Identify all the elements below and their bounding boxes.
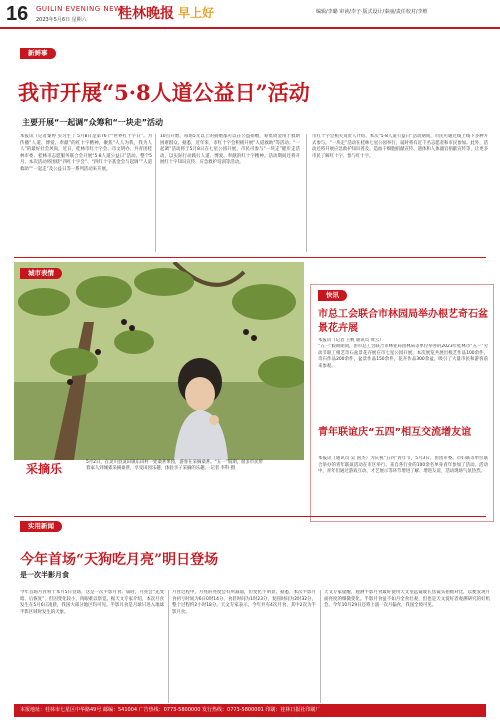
section-rule bbox=[14, 257, 486, 258]
lead-column-1: 本报讯（记者秦婷 实习生 ）5月8日是第76个“世界红十字日”。为传播“人道、博爱、奉献”的红十字精神，聚焦“人人为我，我为人人”的最好社会风尚，近日，桂林市红十字会、市文明办、共青团桂林市委、桂林市志愿服务联合会开展“5·8人道公益日”活动。整个5月，本次活动将围绕“四红十字会”、“四红十字基金会与起调”“人道救助”“一起走”及公益日等一系列活动来开展。 bbox=[20, 134, 152, 172]
masthead-logo: 桂林晚报 bbox=[118, 6, 174, 22]
section-tag-new: 新鲜事 bbox=[20, 48, 56, 59]
section-tag-quick: 快讯 bbox=[318, 290, 347, 301]
column-divider bbox=[320, 590, 321, 703]
editors-line: 编辑/李璐 审读/李子·版式设计/秦丽/责任校对/李维 bbox=[316, 9, 428, 15]
section-name: 早上好 bbox=[178, 6, 215, 20]
header-rule bbox=[0, 27, 500, 29]
quick-news-headline-2: 青年联谊庆“五四”相互交流增友谊 bbox=[318, 427, 472, 438]
lead-subheadline: 主要开展“一起调”众筹和“一块走”活动 bbox=[22, 118, 164, 127]
lower-column-3: 天文专家提醒，观测半影月食最好使用天文望远镜或长焦镜头拍摄对比，以便发现月面亮度的细微变化。半影月食虽不如月全食壮观，但也是天文爱好者观测研究的好机会。今年10月29日还将上演一次月偏食，我国全境可见。 bbox=[324, 590, 490, 609]
section-tag-practical: 实用新闻 bbox=[20, 521, 62, 532]
lead-column-2: 10点开始，每场5元以上的捐赠都可以在公益捐赠，筹集资金用于救助困难群众。据悉，近年来，市红十字会积极开展“人道救助”等活动。“一起调”活动将于5月8日在七星公园开展，市民可参与“一块走”健步走活动，以实际行动践行人道、博爱、奉献的红十字精神。活动期间还将开展红十字知识宣传、应急救护培训等活动。 bbox=[160, 134, 300, 166]
lead-column-3: 市红十字会相关负责人介绍，本次“5·8人道公益日”活动期间，市民可通过线上线下多种方式参与。“一块走”活动在桂林七星公园举行，届时将有近千名志愿者和市民参加。此外，活动还将开展应急救护知识普及、造血干细胞捐献宣传、遗体和人体器官捐献宣传等，让更多市民了解红十字、参与红十字。 bbox=[312, 134, 488, 159]
news-photo-mulberry-picking bbox=[14, 262, 304, 460]
page-number: 16 bbox=[6, 3, 29, 25]
section-rule bbox=[14, 516, 486, 517]
photo-caption-title: 采摘乐 bbox=[26, 462, 63, 476]
lower-headline: 今年首场“天狗吃月亮”明日登场 bbox=[20, 552, 219, 568]
lower-subheadline: 是一次半影月食 bbox=[20, 571, 69, 579]
column-divider bbox=[306, 134, 307, 252]
quick-news-body-1: “五一”假期期间，由市总工会联合市林业局园林局等单位举办的2023年桂林市“五一”劳动节职工根艺奇石盆景花卉展在市七星公园开展。本次展览共展出根艺作品100余件，奇石作品200余件，盆景作品150余件，花卉作品300余盆，吸引了大量市民和游客前来参观。 bbox=[318, 344, 488, 369]
section-tag-city: 城市表情 bbox=[20, 268, 62, 279]
lead-headline: 我市开展“5·8人道公益日”活动 bbox=[18, 80, 310, 105]
issue-date: 2023年5月6日 星期六 bbox=[36, 17, 87, 23]
quick-news-byline-1: 本报讯（记者 王帆 通讯员 黄云） bbox=[318, 338, 384, 343]
photo-caption: 5月2日，在灵川县灵田镇东田村一处桑葚果园，游客在采摘桑葚。“五一”假期，很多市民带着家人到城郊采摘桑葚，享受田园乐趣，体验亲子采摘的乐趣。 记者 李科 摄 bbox=[86, 460, 263, 472]
lower-column-2: 月食过程中，月亮的亮度会有所减弱，但变化不明显。据悉，本次半影月食初亏时间为6日0时14分，食甚时间为1时23分，复圆时间为2时32分，整个过程约2小时18分。天文专家表示，今年共有4次月食，其中2次为半影月食。 bbox=[172, 590, 316, 615]
column-divider bbox=[168, 590, 169, 703]
paper-english-name: GUILIN EVENING NEWS bbox=[36, 5, 127, 13]
quick-news-body-2: 本报讯（通讯员 吴 国杰）为庆祝“五四”青年节，5月3日，由团市委、市妇联等单位联合举办的青年联谊活动在市区举行。来自各行业的100余名单身青年参加了活动。活动中，青年们通过游戏互动、才艺展示等环节增进了解、增进友谊，活动现场气氛热烈。 bbox=[318, 456, 488, 475]
lower-column-1: 今年首场月食将于本月5日登场，这是一次半影月食。届时，月亮会“先变暗、后恢复”，但因变化较小，肉眼难以察觉。据天文专家介绍，本次月食发生在5月6日凌晨，我国大部分地区均可见。半影月食是月球只进入地球半影区域时发生的天象。 bbox=[20, 590, 164, 615]
footer-info-bar: 本报地址：桂林市七星区中华路49号 邮编：541004 广告热线：0773-5800000 发行热线：0773-5800001 印刷：桂林日报社印刷厂 bbox=[14, 704, 486, 717]
quick-news-headline-1: 市总工会联合市林园局举办根艺奇石盆景花卉展 bbox=[318, 309, 488, 334]
column-divider bbox=[155, 134, 156, 252]
